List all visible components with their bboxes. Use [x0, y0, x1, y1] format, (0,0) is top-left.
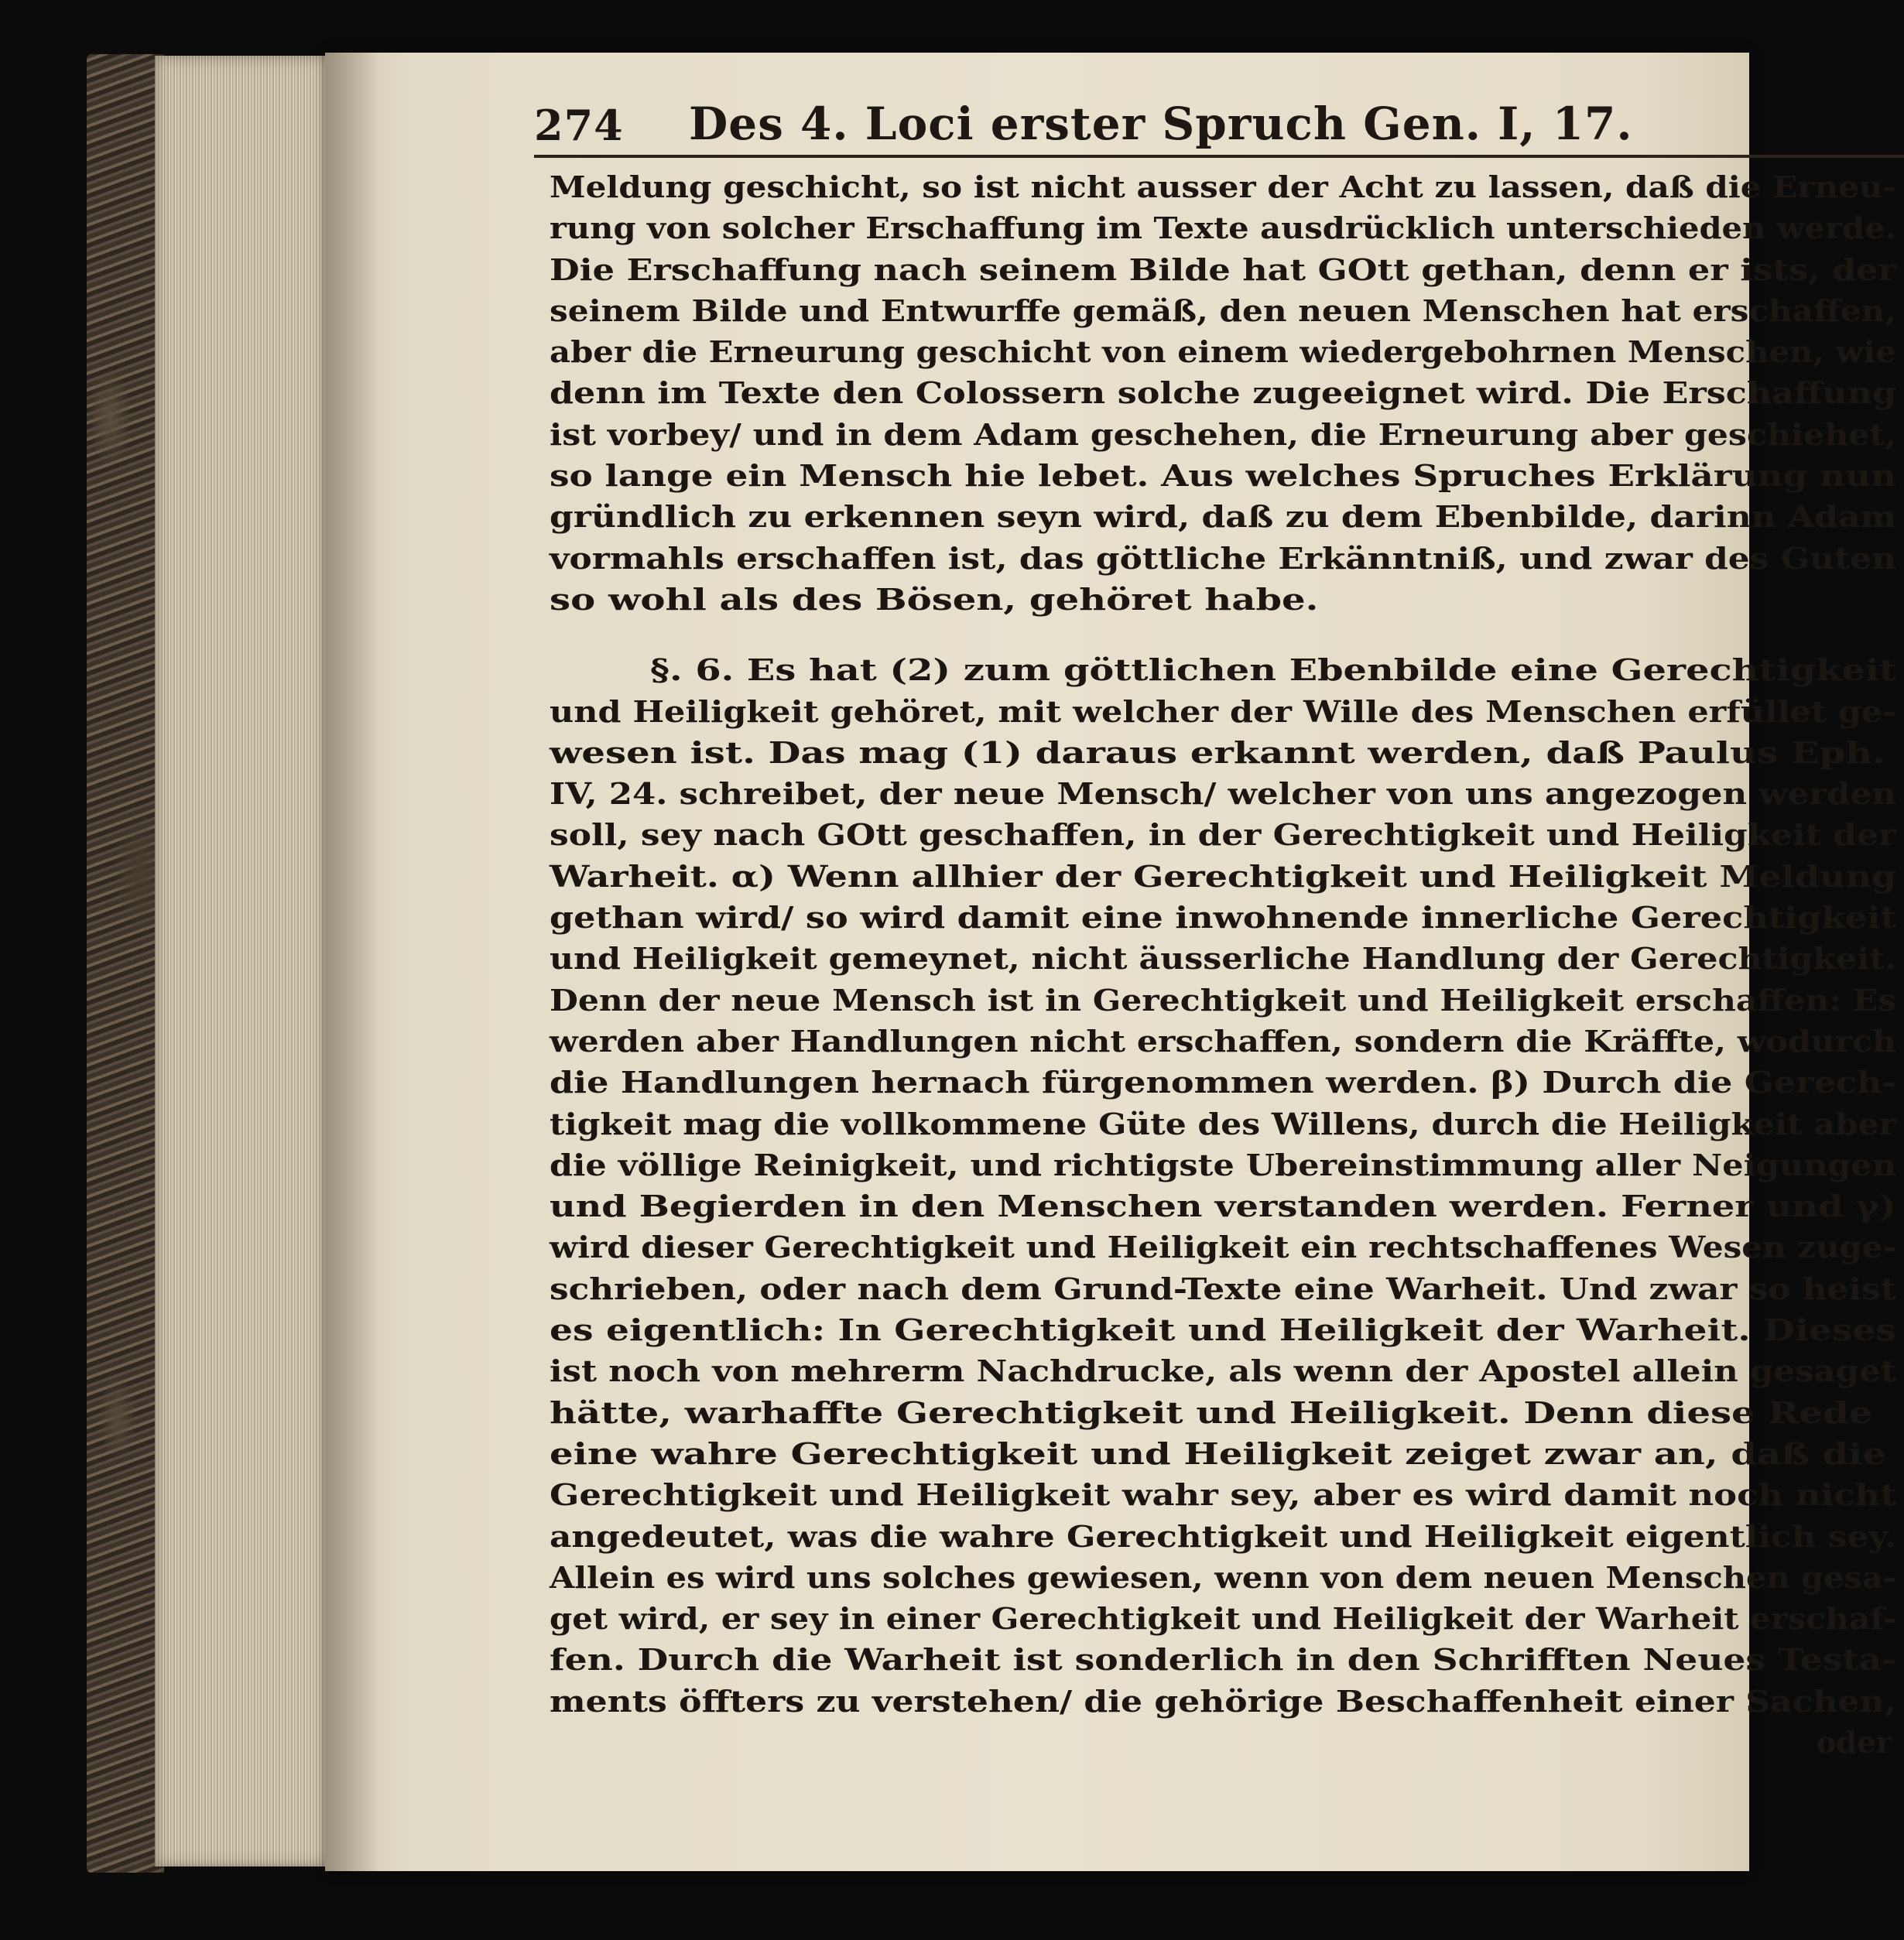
text-line: denn im Texte den Colossern solche zugeeignet wird. Die Erschaffung — [550, 376, 1897, 412]
text-line: Meldung geschicht, so ist nicht ausser der Acht zu lassen, daß die Erneu- — [550, 170, 1896, 205]
text-line: so lange ein Mensch hie lebet. Aus welches Spruches Erklärung nun — [550, 459, 1896, 494]
marbled-cover — [87, 54, 164, 1873]
text-line: ments öffters zu verstehen/ die gehörige Beschaffenheit einer Sachen, — [550, 1684, 1896, 1719]
text-line: seinem Bilde und Entwurffe gemäß, den neuen Menschen hat erschaffen, — [550, 293, 1896, 329]
paragraph-2 — [550, 650, 1904, 1723]
text-line: angedeutet, was die wahre Gerechtigkeit und Heiligkeit eigentlich sey. — [550, 1519, 1896, 1555]
text-line: die völlige Reinigkeit, und richtigste Ubereinstimmung aller Neigungen — [550, 1148, 1896, 1183]
text-line: werden aber Handlungen nicht erschaffen, sondern die Kräffte, wodurch — [550, 1024, 1897, 1059]
text-line: hätte, warhaffte Gerechtigkeit und Heiligkeit. Denn diese Rede — [550, 1395, 1873, 1431]
text-line: ist vorbey/ und in dem Adam geschehen, die Erneurung aber geschiehet, — [550, 417, 1896, 453]
text-line: get wird, er sey in einer Gerechtigkeit und Heiligkeit der Warheit erschaf- — [550, 1602, 1896, 1637]
section-6-heading-line: §. 6. Es hat (2) zum göttlichen Ebenbilde eine Gerechtigkeit — [650, 653, 1897, 689]
text-line: die Handlungen hernach fürgenommen werden. β) Durch die Gerech- — [550, 1066, 1897, 1101]
text-line: Denn der neue Mensch ist in Gerechtigkeit und Heiligkeit erschaffen: Es — [550, 983, 1897, 1018]
text-line: und Begierden in den Menschen verstanden werden. Ferner und γ) — [550, 1189, 1896, 1225]
text-line: rung von solcher Erschaffung im Texte ausdrücklich unterschieden werde. — [550, 211, 1897, 247]
text-line: Warheit. α) Wenn allhier der Gerechtigkeit und Heiligkeit Meldung — [550, 859, 1896, 895]
text-line: IV, 24. schreibet, der neue Mensch/ welcher von uns angezogen werden — [550, 777, 1896, 813]
text-line: gründlich zu erkennen seyn wird, daß zu dem Ebenbilde, darinn Adam — [550, 500, 1897, 535]
paragraph-1 — [550, 167, 1904, 621]
page-number: 274 — [534, 101, 624, 150]
text-line: Allein es wird uns solches gewiesen, wenn von dem neuen Menschen gesa- — [550, 1560, 1897, 1596]
text-line: wird dieser Gerechtigkeit und Heiligkeit ein rechtschaffenes Wesen zuge- — [550, 1230, 1897, 1266]
catchword: oder — [1816, 1725, 1892, 1760]
text-line: aber die Erneurung geschicht von einem wiedergebohrnen Menschen, wie — [550, 335, 1896, 371]
book-page — [325, 53, 1897, 1871]
text-line: und Heiligkeit gehöret, mit welcher der Wille des Menschen erfüllet ge- — [550, 694, 1896, 730]
text-line: soll, sey nach GOtt geschaffen, in der Gerechtigkeit und Heiligkeit der — [550, 818, 1896, 854]
gutter-shadow — [325, 53, 379, 1871]
text-line: Die Erschaffung nach seinem Bilde hat GOtt gethan, denn er ists, der — [550, 252, 1897, 288]
text-line: tigkeit mag die vollkommene Güte des Willens, durch die Heiligkeit aber — [550, 1107, 1896, 1142]
running-head: Des 4. Loci erster Spruch Gen. I, 17. — [689, 98, 1633, 150]
text-line: und Heiligkeit gemeynet, nicht äusserliche Handlung der Gerechtigkeit. — [550, 942, 1896, 977]
text-line: so wohl als des Bösen, gehöret habe. — [550, 582, 1319, 618]
text-line: ist noch von mehrerm Nachdrucke, als wenn der Apostel allein gesaget — [550, 1354, 1896, 1390]
text-line: es eigentlich: In Gerechtigkeit und Heiligkeit der Warheit. Dieses — [550, 1313, 1896, 1349]
page-edges — [155, 56, 333, 1866]
text-line: vormahls erschaffen ist, das göttliche Erkänntniß, und zwar des Guten — [550, 541, 1896, 577]
header-rule — [534, 155, 1904, 158]
page-header — [534, 90, 1904, 152]
text-line: wesen ist. Das mag (1) daraus erkannt werden, daß Paulus Eph. — [550, 735, 1885, 771]
paragraph-gap — [550, 621, 1904, 650]
text-line: gethan wird/ so wird damit eine inwohnende innerliche Gerechtigkeit — [550, 901, 1896, 936]
text-line: schrieben, oder nach dem Grund-Texte eine Warheit. Und zwar so heist — [550, 1271, 1896, 1307]
text-line: eine wahre Gerechtigkeit und Heiligkeit zeiget zwar an, daß die — [550, 1436, 1887, 1472]
text-line: fen. Durch die Warheit ist sonderlich in den Schrifften Neues Testa- — [550, 1643, 1896, 1678]
text-block — [550, 167, 1904, 1764]
text-line: Gerechtigkeit und Heiligkeit wahr sey, aber es wird damit noch nicht — [550, 1478, 1896, 1514]
